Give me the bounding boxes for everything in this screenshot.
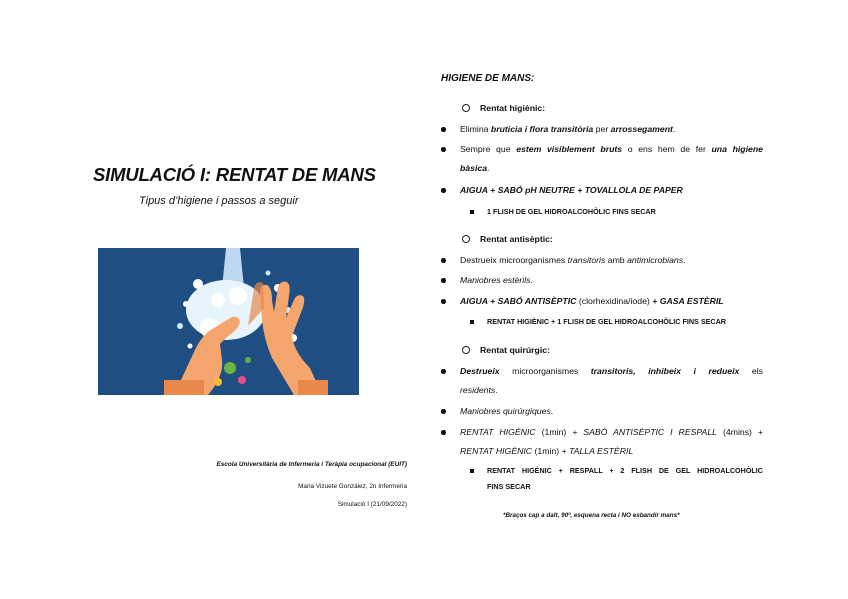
list-item: Maniobres estèrils.	[441, 271, 763, 290]
school-name: Escola Universitària de Infermeria i Teràpia ocupacional (EUIT)	[216, 461, 407, 468]
bullet-icon	[441, 299, 446, 304]
section-heading: HIGIENE DE MANS:	[441, 73, 535, 84]
list-item: AIGUA + SABÓ ANTISÈPTIC (clorhexidina/iode) + GASA ESTÈRIL	[441, 292, 763, 311]
list-item: Elimina bruticia i flora transitòria per arrossegament.	[441, 120, 763, 139]
bullet-icon	[441, 409, 446, 414]
bullet-icon	[441, 188, 446, 193]
simulation-date: Simulació I (21/09/2022)	[337, 501, 407, 508]
list-item: RENTAT HIGÈNIC (1min) + SABÓ ANTISÈPTIC I RESPALL (4mins) + RENTAT HIGÈNIC (1min) + TALLA ESTÈRIL	[441, 423, 763, 461]
page-subtitle: Tipus d’higiene i passos a seguir	[139, 195, 299, 207]
list-item: Destrueix microorganismes transitoris, inhibeix i redueix els residents.	[441, 362, 763, 400]
bullet-icon	[441, 278, 446, 283]
sub-list-item: RENTAT HIGIÈNIC + 1 FLISH DE GEL HIDROALCOHÒLIC FINS SECAR	[470, 314, 763, 330]
list-item: AIGUA + SABÓ pH NEUTRE + TOVALLOLA DE PAPER	[441, 181, 763, 200]
subsection-title: Rentat higiènic:	[462, 103, 545, 113]
square-bullet-icon	[470, 320, 474, 324]
circle-bullet-icon	[462, 346, 470, 354]
author-name: Maria Vizuete González, 2n Infermeria	[298, 483, 407, 490]
bullet-icon	[441, 430, 446, 435]
circle-bullet-icon	[462, 235, 470, 243]
hands-washing-icon	[98, 248, 359, 395]
circle-bullet-icon	[462, 104, 470, 112]
list-item: Maniobres quirúrgiques.	[441, 402, 763, 421]
list-item: Destrueix microorganismes transitoris amb antimicrobians.	[441, 251, 763, 270]
sub-list-item: 1 FLISH DE GEL HIDROALCOHÒLIC FINS SECAR	[470, 204, 763, 220]
bullet-icon	[441, 127, 446, 132]
square-bullet-icon	[470, 210, 474, 214]
bullet-icon	[441, 369, 446, 374]
handwashing-illustration	[98, 248, 359, 395]
sub-list-item: RENTAT HIGÉNIC + RESPALL + 2 FLISH DE GEL HIDROALCOHÒLIC FINS SECAR	[470, 463, 763, 495]
subsection-title: Rentat antisèptic:	[462, 234, 553, 244]
bullet-icon	[441, 147, 446, 152]
subsection-title: Rentat quirúrgic:	[462, 345, 550, 355]
list-item: Sempre que estem visiblement bruts o ens hem de fer una higiene bàsica.	[441, 140, 763, 178]
bullet-icon	[441, 258, 446, 263]
footnote: *Braços cap a dalt, 90º, esquena recta i NO esbandir mans*	[503, 512, 680, 519]
page-title: SIMULACIÓ I: RENTAT DE MANS	[93, 164, 376, 185]
square-bullet-icon	[470, 469, 474, 473]
